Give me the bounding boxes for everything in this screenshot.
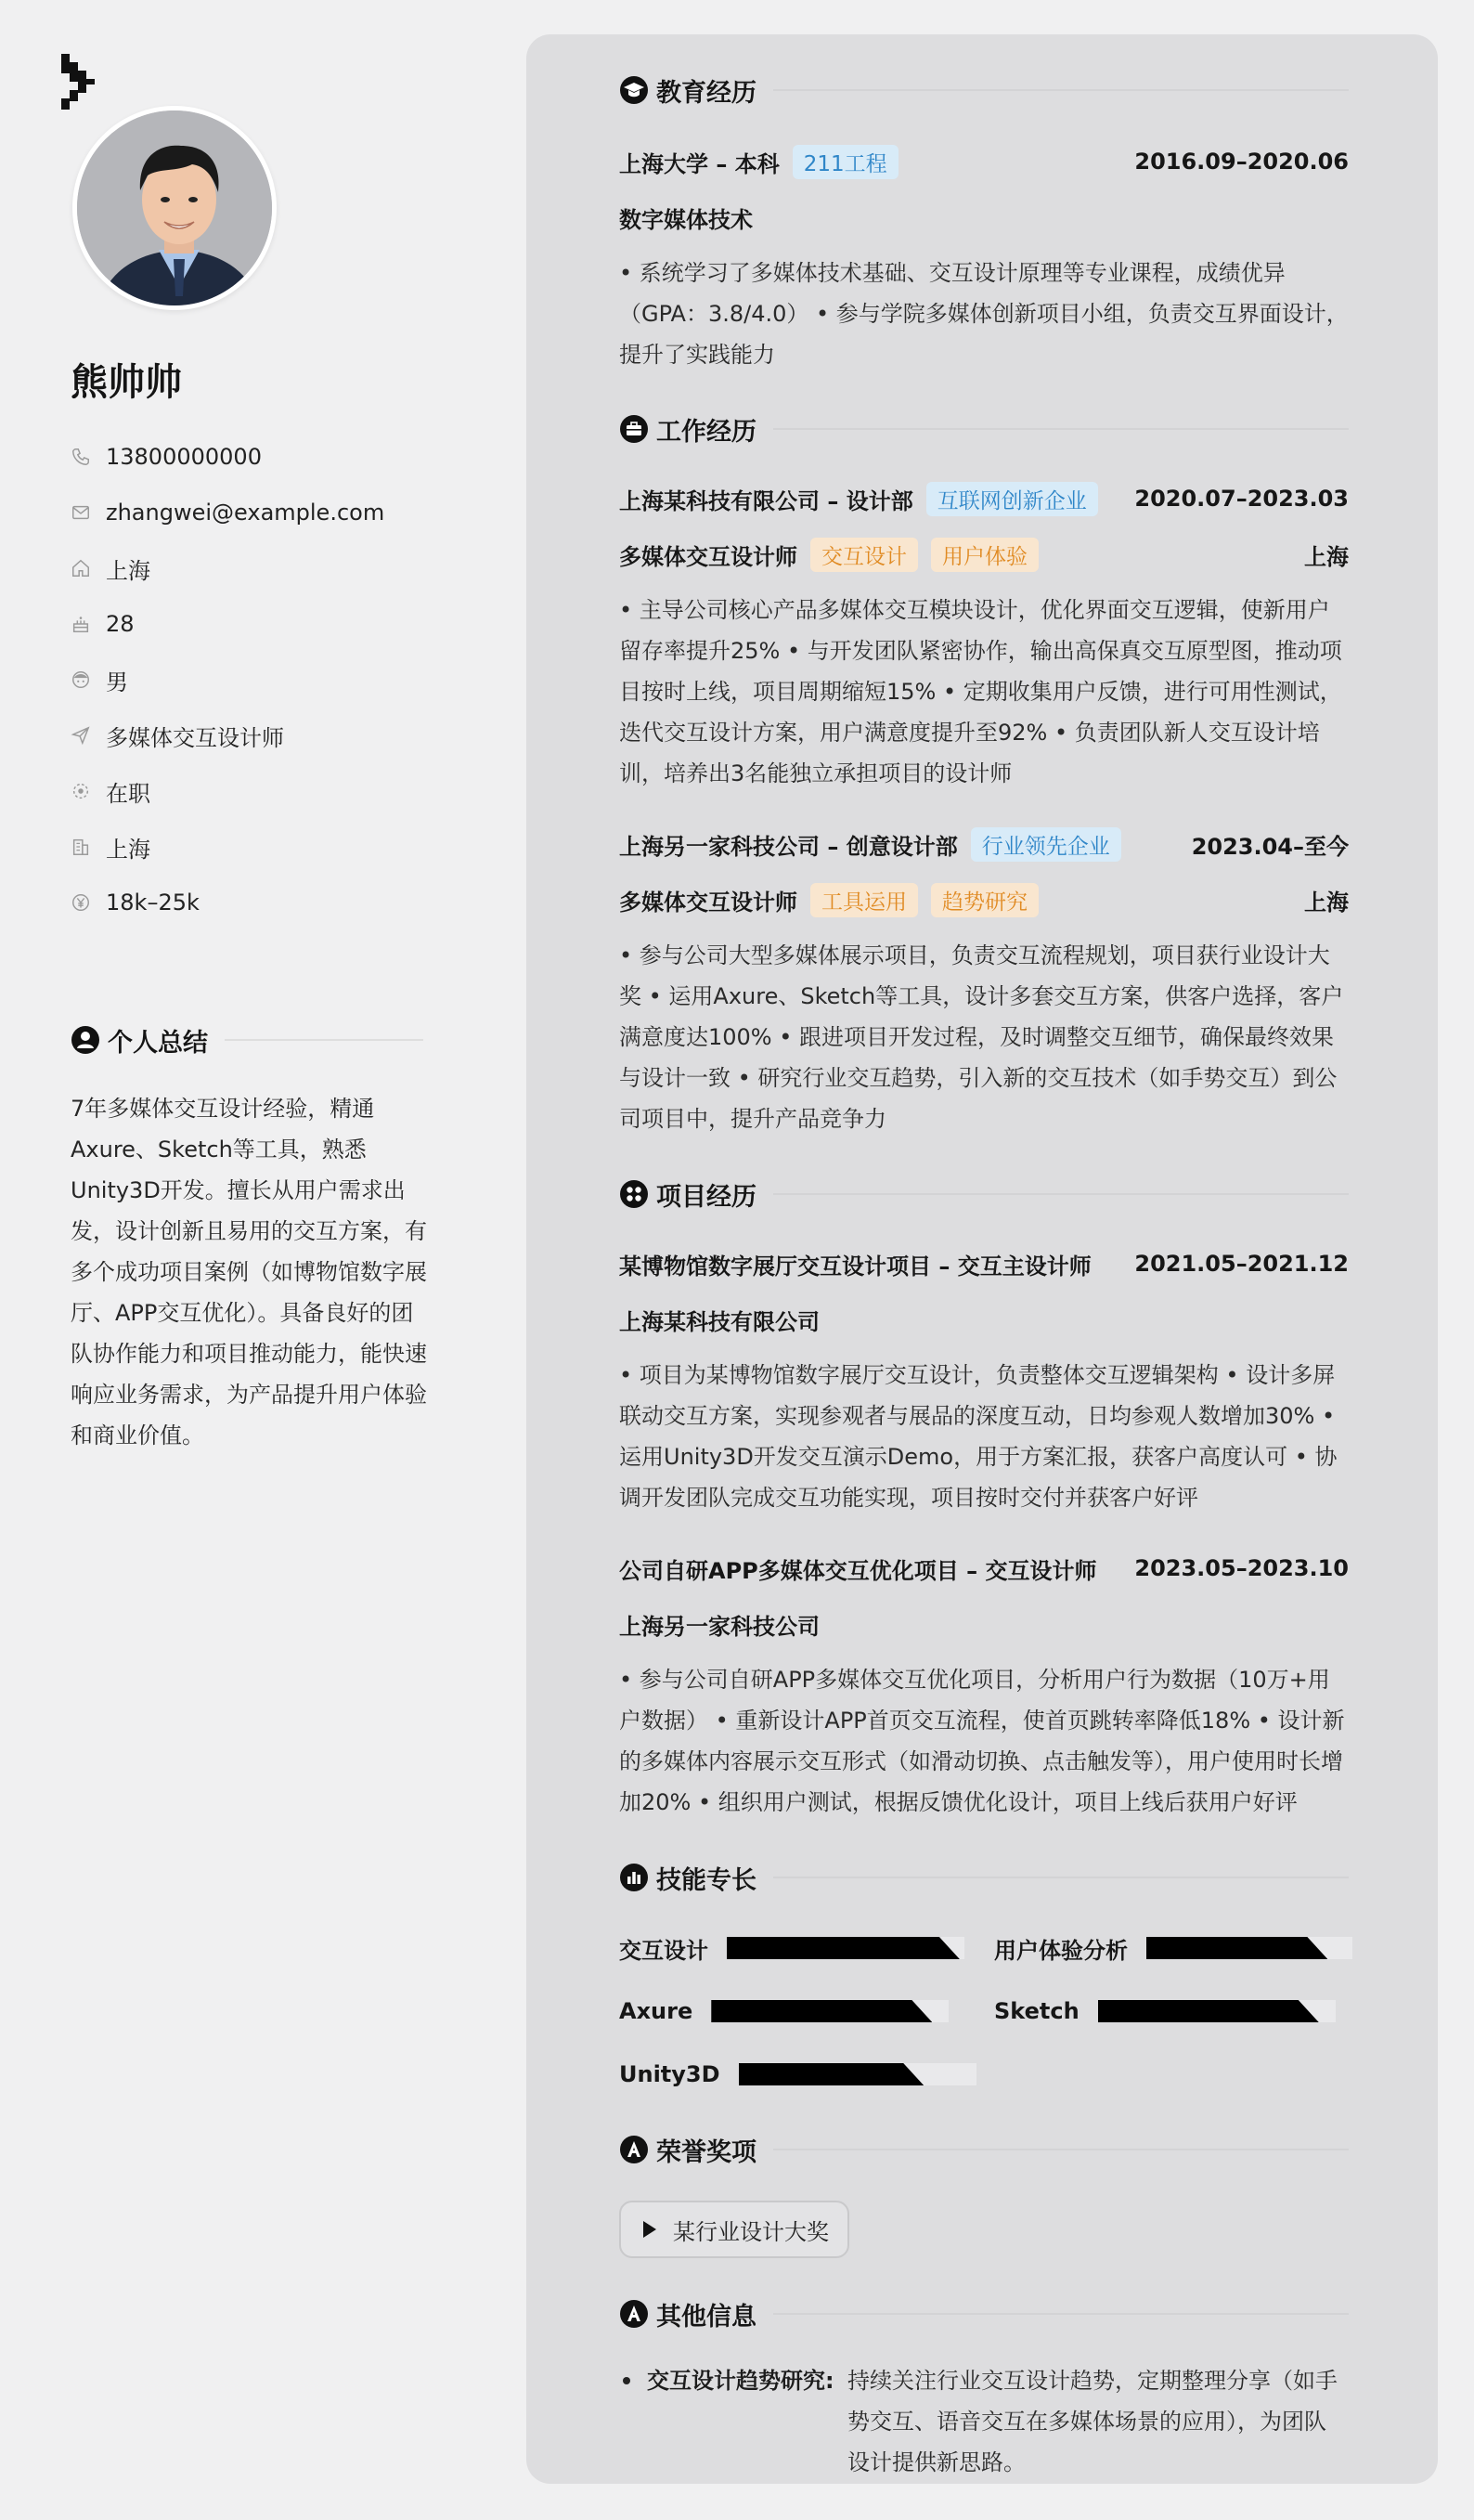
skills-heading bbox=[619, 1859, 1349, 1896]
work-date: 2023.04–至今 bbox=[1191, 833, 1349, 860]
work-desc: • 主导公司核心产品多媒体交互模块设计，优化界面交互逻辑，使新用户留存率提升25% • 与开发团队紧密协作，输出高保真交互原型图，推动项目按时上线，项目周期缩短15% • 定期收集用户反馈，进行可用性测试，迭代交互设计方案，用户满意度提升至92% • 负责团队新人交互设计培训，培养出3名能独立承担项目的设计师 bbox=[619, 597, 1342, 786]
skill-item bbox=[619, 2056, 976, 2093]
skill-level-fill bbox=[727, 1937, 960, 1959]
skill-level-fill bbox=[1146, 1937, 1327, 1959]
gender-icon bbox=[71, 669, 91, 690]
grid-icon bbox=[619, 1179, 649, 1209]
skill-name: 用户体验分析 bbox=[994, 1937, 1128, 1964]
work-role-row bbox=[619, 881, 1349, 918]
info-position bbox=[71, 708, 460, 763]
phone-icon bbox=[71, 447, 91, 467]
award-label: 某行业设计大奖 bbox=[673, 2218, 829, 2245]
project-company-row bbox=[619, 1605, 1349, 1643]
divider bbox=[225, 1039, 423, 1041]
education-major-row bbox=[619, 199, 1349, 236]
skill-bar bbox=[739, 2063, 976, 2085]
awards-heading bbox=[619, 2131, 1349, 2168]
person-name: 熊帅帅 bbox=[71, 361, 182, 404]
role-name: 多媒体交互设计师 bbox=[619, 889, 797, 916]
projects-heading bbox=[619, 1176, 1349, 1213]
briefcase-icon bbox=[619, 414, 649, 444]
info-icon bbox=[619, 2299, 649, 2329]
role-tag: 工具运用 bbox=[810, 883, 918, 917]
role-tag: 交互设计 bbox=[810, 538, 918, 572]
skill-level-fill bbox=[1098, 2000, 1319, 2022]
work-title: 工作经历 bbox=[656, 417, 756, 447]
graduation-cap-icon bbox=[619, 75, 649, 105]
bullet bbox=[623, 2377, 630, 2384]
info-text: 上海 bbox=[106, 836, 150, 863]
chart-icon bbox=[619, 1863, 649, 1892]
project-name: 公司自研APP多媒体交互优化项目 – 交互设计师 bbox=[619, 1557, 1097, 1584]
info-gender bbox=[71, 652, 460, 708]
info-text: 上海 bbox=[106, 557, 150, 584]
project-desc: • 参与公司自研APP多媒体交互优化项目，分析用户行为数据（10万+用户数据） • 重新设计APP首页交互流程，使首页跳转率降低18% • 设计新的多媒体内容展示交互形式（如滑动切换、点击触发等），用户使用时长增加20% • 组织用户测试，根据反馈优化设计，项目上线后获用户好评 bbox=[619, 1667, 1345, 1815]
project-company: 上海某科技有限公司 bbox=[619, 1308, 820, 1335]
summary-text: 7年多媒体交互设计经验，精通Axure、Sketch等工具，熟悉Unity3D开发。擅长从用户需求出发，设计创新且易用的交互方案，有多个成功项目案例（如博物馆数字展厅、APP交互优化）。具备良好的团队协作能力和项目推动能力，能快速响应业务需求，为产品提升用户体验和商业价值。 bbox=[71, 1096, 427, 1448]
major-name: 数字媒体技术 bbox=[619, 206, 753, 233]
project-company: 上海另一家科技公司 bbox=[619, 1613, 820, 1640]
skills-title: 技能专长 bbox=[656, 1865, 756, 1895]
email-icon bbox=[71, 502, 91, 523]
other-text: 持续关注行业交互设计趋势，定期整理分享（如手势交互、语音交互在多媒体场景的应用），为团队设计提供新思路。 bbox=[847, 2368, 1338, 2475]
school-tag: 211工程 bbox=[793, 145, 899, 179]
work-role-row bbox=[619, 536, 1349, 573]
building-icon bbox=[71, 837, 91, 857]
project-date: 2021.05–2021.12 bbox=[1134, 1251, 1349, 1277]
sidebar bbox=[0, 0, 483, 2520]
skill-item bbox=[994, 1929, 1352, 1967]
status-icon bbox=[71, 781, 91, 801]
work-company-row bbox=[619, 480, 1349, 517]
work-location: 上海 bbox=[1304, 543, 1349, 570]
send-icon bbox=[71, 725, 91, 746]
projects-title: 项目经历 bbox=[656, 1182, 756, 1212]
awards-title: 荣誉奖项 bbox=[656, 2137, 756, 2167]
skill-bar bbox=[1146, 1937, 1352, 1959]
project-name-row bbox=[619, 1550, 1349, 1587]
school-name: 上海大学 – 本科 bbox=[619, 150, 780, 177]
project-name-row bbox=[619, 1245, 1349, 1282]
info-phone bbox=[71, 429, 460, 485]
skill-name: Unity3D bbox=[619, 2061, 720, 2087]
logo-icon bbox=[61, 54, 95, 110]
skill-level-fill bbox=[739, 2063, 924, 2085]
project-date: 2023.05–2023.10 bbox=[1134, 1555, 1349, 1581]
contact-info-list bbox=[71, 429, 460, 930]
divider bbox=[773, 1877, 1349, 1878]
divider bbox=[773, 2149, 1349, 2150]
summary-heading bbox=[71, 1021, 423, 1059]
info-text: 28 bbox=[106, 611, 135, 637]
yen-icon bbox=[71, 892, 91, 913]
other-label: 交互设计趋势研究: bbox=[647, 2368, 834, 2394]
skill-bar bbox=[1098, 2000, 1336, 2022]
summary-title: 个人总结 bbox=[108, 1028, 208, 1058]
info-text: 多媒体交互设计师 bbox=[106, 724, 284, 751]
work-desc: • 参与公司大型多媒体展示项目，负责交互流程规划，项目获行业设计大奖 • 运用Axure、Sketch等工具，设计多套交互方案，供客户选择，客户满意度达100% • 跟进项目开发过程，及时调整交互细节，确保最终效果与设计一致 • 研究行业交互趋势，引入新的交互技术（如手势交互）到公司项目中，提升产品竞争力 bbox=[619, 942, 1344, 1132]
info-text: 13800000000 bbox=[106, 444, 262, 470]
company-tag: 互联网创新企业 bbox=[926, 482, 1098, 516]
company-name: 上海某科技有限公司 – 设计部 bbox=[619, 487, 913, 514]
avatar bbox=[72, 106, 277, 310]
skill-name: Sketch bbox=[994, 1998, 1080, 2024]
education-heading bbox=[619, 71, 1349, 109]
company-tag: 行业领先企业 bbox=[971, 827, 1121, 862]
portrait-image bbox=[77, 110, 277, 310]
play-icon bbox=[643, 2221, 656, 2238]
divider bbox=[773, 1193, 1349, 1195]
role-name: 多媒体交互设计师 bbox=[619, 543, 797, 570]
other-heading bbox=[619, 2295, 1349, 2332]
work-heading bbox=[619, 410, 1349, 448]
skill-name: Axure bbox=[619, 1998, 693, 2024]
other-title: 其他信息 bbox=[656, 2302, 756, 2332]
info-age bbox=[71, 596, 460, 652]
education-desc: • 系统学习了多媒体技术基础、交互设计原理等专业课程，成绩优异（GPA：3.8/4.0） • 参与学院多媒体创新项目小组，负责交互界面设计，提升了实践能力 bbox=[619, 260, 1349, 368]
work-date: 2020.07–2023.03 bbox=[1134, 486, 1349, 512]
divider bbox=[773, 89, 1349, 91]
skill-bar bbox=[727, 1937, 964, 1959]
divider bbox=[773, 2313, 1349, 2315]
skill-item bbox=[994, 1993, 1336, 2030]
skill-name: 交互设计 bbox=[619, 1937, 708, 1964]
info-text: zhangwei@example.com bbox=[106, 500, 385, 526]
award-icon bbox=[619, 2135, 649, 2164]
role-tag: 用户体验 bbox=[931, 538, 1039, 572]
info-status bbox=[71, 763, 460, 819]
cake-icon bbox=[71, 614, 91, 634]
info-salary bbox=[71, 875, 460, 930]
info-text: 男 bbox=[106, 669, 128, 695]
skill-item bbox=[619, 1993, 949, 2030]
skill-bar bbox=[711, 2000, 949, 2022]
info-city bbox=[71, 819, 460, 875]
work-company-row bbox=[619, 825, 1349, 863]
info-text: 18k–25k bbox=[106, 890, 200, 916]
skill-level-fill bbox=[711, 2000, 932, 2022]
home-icon bbox=[71, 558, 91, 578]
project-desc: • 项目为某博物馆数字展厅交互设计，负责整体交互逻辑架构 • 设计多屏联动交互方案，实现参观者与展品的深度互动，日均参观人数增加30% • 运用Unity3D开发交互演示Demo，用于方案汇报，获客户高度认可 • 协调开发团队完成交互功能实现，项目按时交付并获客户好评 bbox=[619, 1362, 1338, 1511]
project-name: 某博物馆数字展厅交互设计项目 – 交互主设计师 bbox=[619, 1253, 1092, 1279]
user-icon bbox=[71, 1025, 100, 1055]
award-item-button[interactable] bbox=[619, 2201, 849, 2258]
education-school-row bbox=[619, 143, 1349, 180]
company-name: 上海另一家科技公司 – 创意设计部 bbox=[619, 833, 958, 860]
project-company-row bbox=[619, 1301, 1349, 1338]
role-tag: 趋势研究 bbox=[931, 883, 1039, 917]
divider bbox=[773, 428, 1349, 430]
info-email bbox=[71, 485, 460, 540]
education-date: 2016.09–2020.06 bbox=[1134, 149, 1349, 175]
work-location: 上海 bbox=[1304, 889, 1349, 916]
education-title: 教育经历 bbox=[656, 78, 756, 108]
skill-item bbox=[619, 1929, 964, 1967]
info-home bbox=[71, 540, 460, 596]
other-item bbox=[619, 2360, 1349, 2483]
info-text: 在职 bbox=[106, 780, 150, 807]
